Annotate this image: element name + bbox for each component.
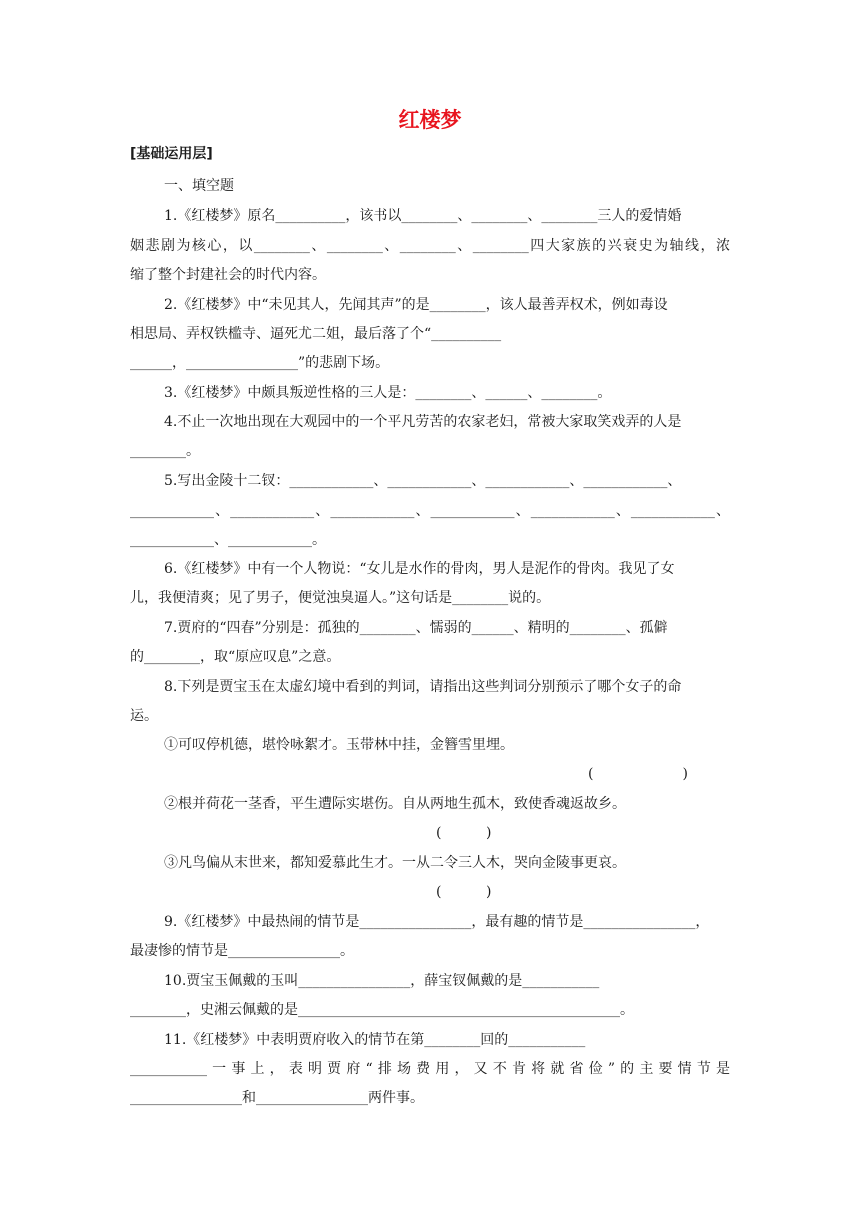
q2-line-1: 2.《红楼梦》中“未见其人，先闻其声”的是________，该人最善弄权术，例如毒设: [164, 297, 668, 313]
q1-line-1: 1.《红楼梦》原名__________，该书以________、________、________三人的爱情婚: [164, 208, 682, 224]
page-title: 红楼梦: [398, 108, 462, 132]
q8-verse-2: ②根并荷花一茎香，平生遭际实堪伤。自从两地生孤木，致使香魂返故乡。: [164, 796, 626, 812]
q2-line-2: 相思局、弄权铁槛寺、逼死尤二姐，最后落了个“__________: [130, 326, 502, 342]
q8-line-1: 8.下列是贾宝玉在太虚幻境中看到的判词，请指出这些判词分别预示了哪个女子的命: [164, 679, 682, 695]
q5-line-2: ____________、____________、____________、____________、____________、____________、: [130, 503, 730, 519]
q8-answer-1: ( ): [588, 766, 688, 782]
q10-line-1: 10.贾宝玉佩戴的玉叫________________，薛宝钗佩戴的是___________: [164, 973, 600, 989]
q6-line-1: 6.《红楼梦》中有一个人物说：“女儿是水作的骨肉，男人是泥作的骨肉。我见了女: [164, 561, 675, 577]
q11-line-1: 11.《红楼梦》中表明贾府收入的情节在第________回的___________: [164, 1032, 586, 1048]
section-heading: [基础运用层]: [130, 146, 213, 162]
q8-verse-1: ①可叹停机德，堪怜咏絮才。玉带林中挂，金簪雪里埋。: [164, 737, 514, 753]
q3-line-1: 3.《红楼梦》中颇具叛逆性格的三人是：________、______、________。: [164, 385, 612, 401]
q1-line-3: 缩了整个封建社会的时代内容。: [130, 267, 326, 283]
q8-answer-2: ( ): [436, 825, 492, 841]
q7-line-1: 7.贾府的“四春”分别是：孤独的________、懦弱的______、精明的________、孤僻: [164, 620, 668, 636]
q5-line-1: 5.写出金陵十二钗：____________、____________、____________、____________、: [164, 473, 682, 489]
q8-answer-3: ( ): [436, 884, 492, 900]
q2-line-3: ______，________________”的悲剧下场。: [130, 355, 390, 371]
q11-line-2: ___________一事上，表明贾府“排场费用，又不肯将就省俭”的主要情节是: [130, 1061, 730, 1077]
q4-line-1: 4.不止一次地出现在大观园中的一个平凡劳苦的农家老妇，常被大家取笑戏弄的人是: [164, 414, 682, 430]
part-heading: 一、填空题: [164, 178, 234, 194]
q6-line-2: 儿，我便清爽；见了男子，便觉浊臭逼人。”这句话是________说的。: [130, 590, 551, 606]
q9-line-2: 最凄惨的情节是________________。: [130, 943, 354, 959]
q9-line-1: 9.《红楼梦》中最热闹的情节是________________，最有趣的情节是________________，: [164, 914, 710, 930]
q8-line-2: 运。: [130, 708, 158, 724]
q5-line-3: ____________、____________。: [130, 532, 326, 548]
q1-line-2: 姻悲剧为核心，以________、________、________、________四大家族的兴衰史为轴线，浓: [130, 238, 730, 254]
q7-line-2: 的________，取“原应叹息”之意。: [130, 649, 341, 665]
q8-verse-3: ③凡鸟偏从末世来，都知爱慕此生才。一从二令三人木，哭向金陵事更哀。: [164, 855, 626, 871]
q10-line-2: ________，史湘云佩戴的是______________________________________________。: [130, 1002, 634, 1018]
q4-line-2: ________。: [130, 443, 200, 459]
q11-line-3: ________________和________________两件事。: [130, 1090, 424, 1106]
